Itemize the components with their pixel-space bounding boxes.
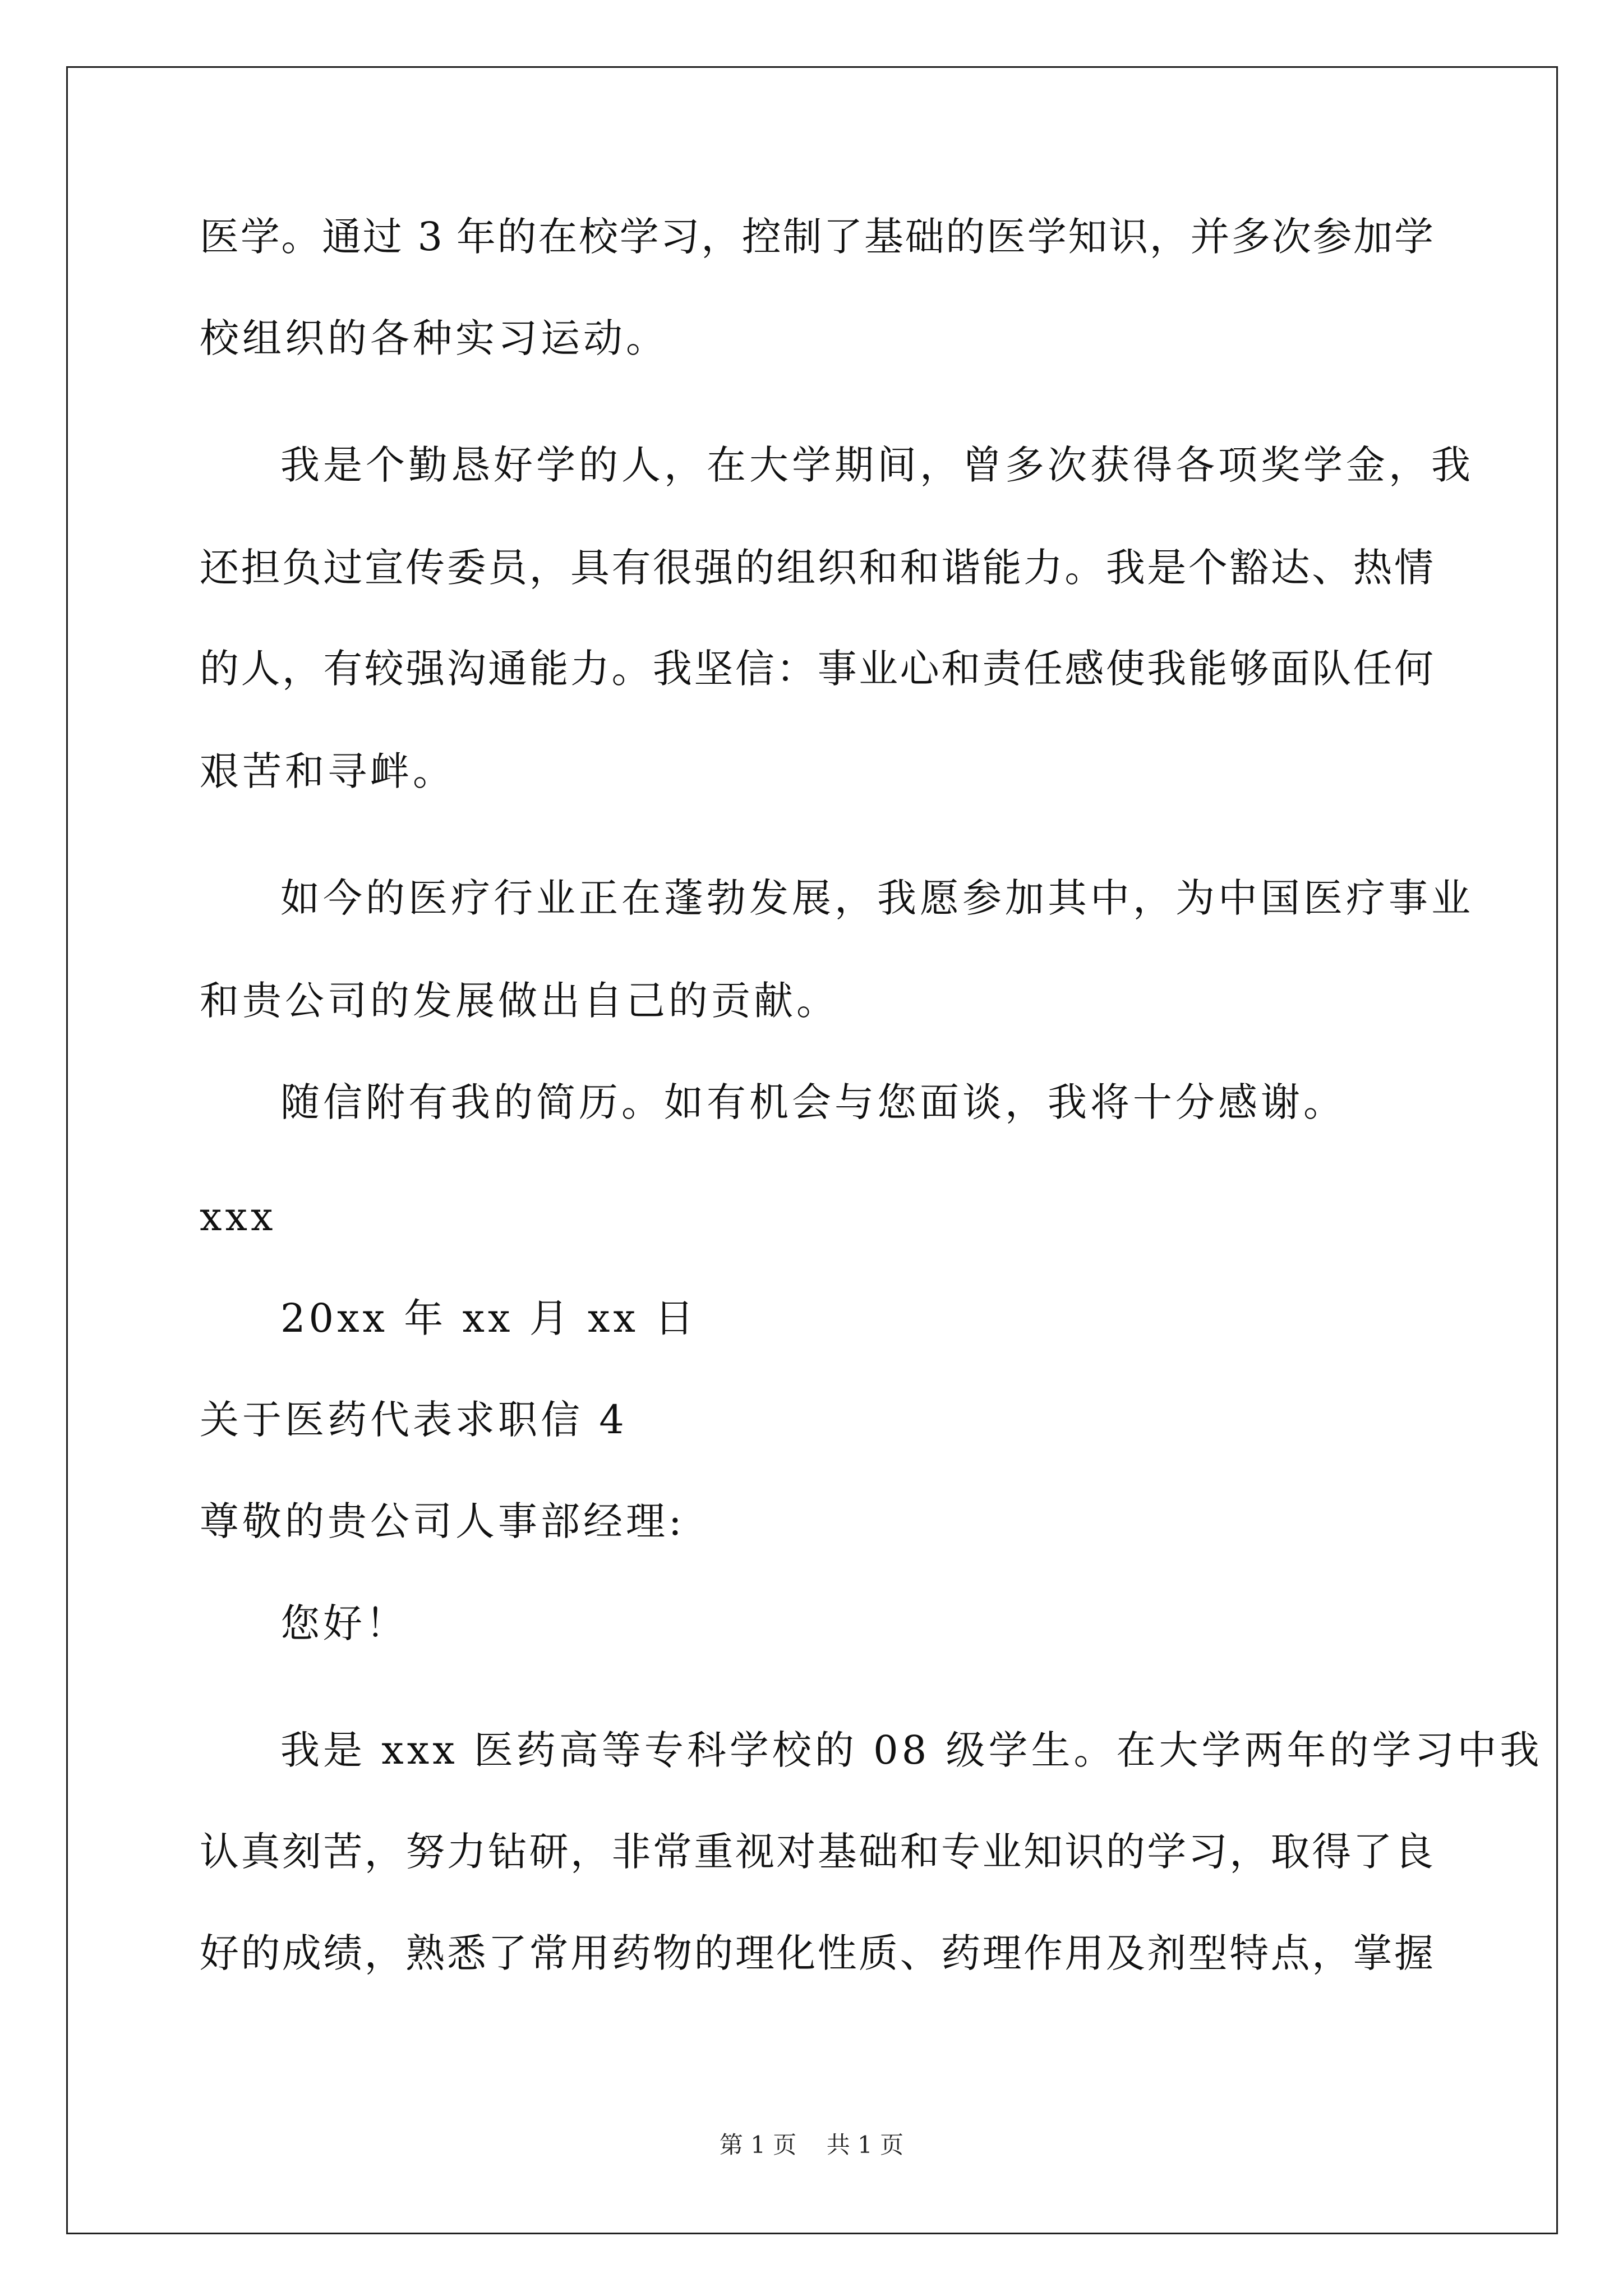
paragraph-line: 艰苦和寻衅。 [200, 748, 455, 794]
signature-name: xxx [200, 1194, 276, 1240]
signature-date: 20xx 年 xx 月 xx 日 [280, 1295, 698, 1341]
paragraph-line: 医学。通过 3 年的在校学习，控制了基础的医学知识，并多次参加学 [200, 214, 1433, 260]
page-footer: 第 1 页 共 1 页 [719, 2131, 904, 2159]
greeting: 您好！ [280, 1600, 408, 1646]
paragraph-line: 校组织的各种实习运动。 [200, 315, 668, 361]
page-border [66, 66, 1558, 2234]
paragraph-line: 的人，有较强沟通能力。我坚信：事业心和责任感使我能够面队任何 [200, 646, 1433, 692]
paragraph-line: 好的成绩，熟悉了常用药物的理化性质、药理作用及剂型特点，掌握 [200, 1930, 1433, 1976]
paragraph-line: 和贵公司的发展做出自己的贡献。 [200, 978, 839, 1024]
paragraph-line: 我是个勤恳好学的人，在大学期间，曾多次获得各项奖学金，我 [280, 442, 1474, 488]
paragraph-line: 认真刻苦，努力钻研，非常重视对基础和专业知识的学习，取得了良 [200, 1829, 1433, 1875]
paragraph-line: 随信附有我的简历。如有机会与您面谈，我将十分感谢。 [280, 1079, 1346, 1125]
salutation: 尊敬的贵公司人事部经理: [200, 1498, 685, 1544]
paragraph-line: 我是 xxx 医药高等专科学校的 08 级学生。在大学两年的学习中我 [280, 1727, 1543, 1773]
paragraph-line: 还担负过宣传委员，具有很强的组织和和谐能力。我是个豁达、热情 [200, 545, 1433, 591]
paragraph-line: 如今的医疗行业正在蓬勃发展，我愿参加其中，为中国医疗事业 [280, 875, 1474, 921]
section-title: 关于医药代表求职信 4 [200, 1397, 628, 1443]
